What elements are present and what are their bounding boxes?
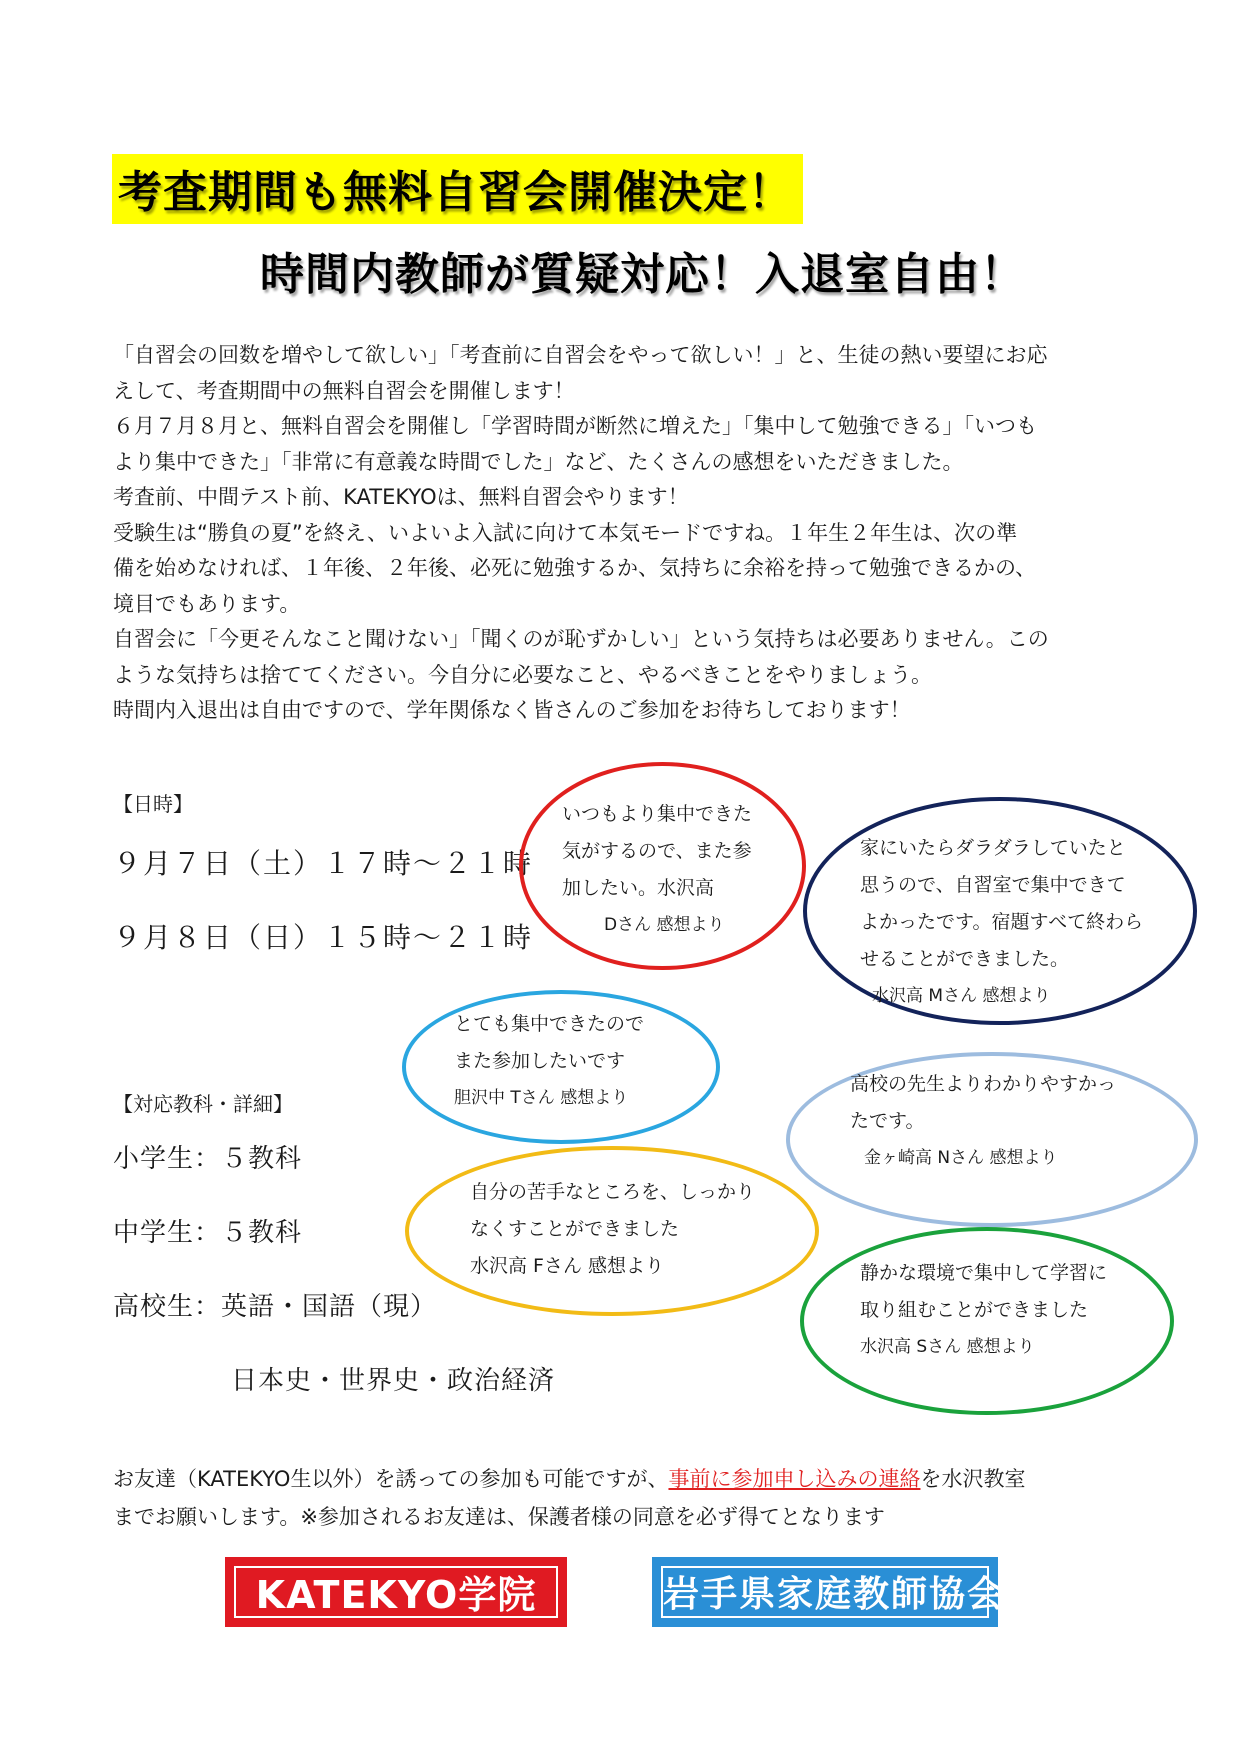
testimonial-credit: 金ヶ崎高 Nさん 感想より [864, 1148, 1058, 1168]
intro-line: より集中できた」「非常に有意義な時間でした」など、たくさんの感想をいただきました。 [113, 449, 964, 474]
footer-highlight: 事前に参加申し込みの連絡 [668, 1467, 921, 1491]
subjects-junior: 中学生：５教科 [113, 1218, 303, 1248]
intro-line: 自習会に「今更そんなこと聞けない」「聞くのが恥ずかしい」という気持ちは必要ありません。この [113, 627, 1049, 651]
intro-line: ような気持ちは捨ててください。今自分に必要なこと、やるべきことをやりましょう。 [113, 662, 932, 687]
testimonial-text: 静かな環境で集中して学習に 取り組むことができました 水沢高 Sさん 感想より [860, 1255, 1107, 1366]
testimonial-text: いつもより集中できた 気がするので、また参 加したい。水沢高 Dさん 感想より [562, 796, 752, 944]
intro-line: えして、考査期間中の無料自習会を開催します！ [113, 378, 575, 403]
schedule-day2: ９月８日（日）１５時～２１時 [113, 921, 534, 954]
footer-line1: お友達（KATEKYO生以外）を誘っての参加も可能ですが、事前に参加申し込みの連絡を水沢教室 [113, 1467, 1026, 1491]
intro-line: ６月７月８月と、無料自習会を開催し「学習時間が断然に増えた」「集中して勉強できる」「いつも [113, 414, 1037, 438]
katekyo-logo: KATEKYO学院 [225, 1557, 567, 1627]
intro-line: 受験生は“勝負の夏”を終え、いよいよ入試に向けて本気モードですね。１年生２年生は、次の準 [113, 520, 1018, 545]
testimonial-text: 高校の先生よりわかりやすかっ たです。 金ヶ崎高 Nさん 感想より [850, 1066, 1116, 1177]
testimonial-text: とても集中できたので また参加したいです 胆沢中 Tさん 感想より [454, 1006, 644, 1117]
headline-secondary: 時間内教師が質疑対応！入退室自由！ [260, 249, 1025, 300]
schedule-label: 【日時】 [113, 792, 193, 816]
headline-primary: 考査期間も無料自習会開催決定！ [112, 154, 803, 224]
subjects-high: 高校生：英語・国語（現） [113, 1292, 438, 1322]
testimonial-credit: 水沢高 Fさん 感想より [470, 1255, 665, 1277]
testimonial-text: 家にいたらダラダラしていたと 思うので、自習室で集中できて よかったです。宿題すべて終わら せることができました。 水沢高 Mさん 感想より [860, 830, 1143, 1015]
testimonial-credit: 胆沢中 Tさん 感想より [454, 1088, 629, 1108]
intro-line: 備を始めなければ、１年後、２年後、必死に勉強するか、気持ちに余裕を持って勉強できるかの、 [113, 556, 1037, 580]
subjects-label: 【対応教科・詳細】 [113, 1092, 293, 1116]
iwate-association-logo: 岩手県家庭教師協会 [652, 1557, 998, 1627]
testimonial-credit: Dさん 感想より [604, 915, 725, 935]
testimonial-credit: 水沢高 Mさん 感想より [872, 986, 1051, 1006]
intro-text [113, 338, 1143, 729]
subjects-elementary: 小学生：５教科 [113, 1144, 303, 1174]
footer-line2: までお願いします。※参加されるお友達は、保護者様の同意を必ず得てとなります [113, 1505, 885, 1529]
testimonial-credit: 水沢高 Sさん 感想より [860, 1337, 1035, 1357]
intro-line: 考査前、中間テスト前、KATEKYOは、無料自習会やります！ [113, 485, 689, 509]
footer-notice [113, 1460, 1025, 1536]
subjects-high-social: 日本史・世界史・政治経済 [231, 1366, 556, 1396]
intro-line: 「自習会の回数を増やして欲しい」「考査前に自習会をやって欲しい！」と、生徒の熱い要望にお応 [113, 343, 1048, 367]
schedule-day1: ９月７日（土）１７時～２１時 [113, 847, 534, 880]
intro-line: 時間内入退出は自由ですので、学年関係なく皆さんのご参加をお待ちしております！ [113, 698, 911, 722]
intro-line: 境目でもあります。 [113, 591, 301, 616]
testimonial-text: 自分の苦手なところを、しっかり なくすことができました 水沢高 Fさん 感想より [470, 1174, 755, 1285]
